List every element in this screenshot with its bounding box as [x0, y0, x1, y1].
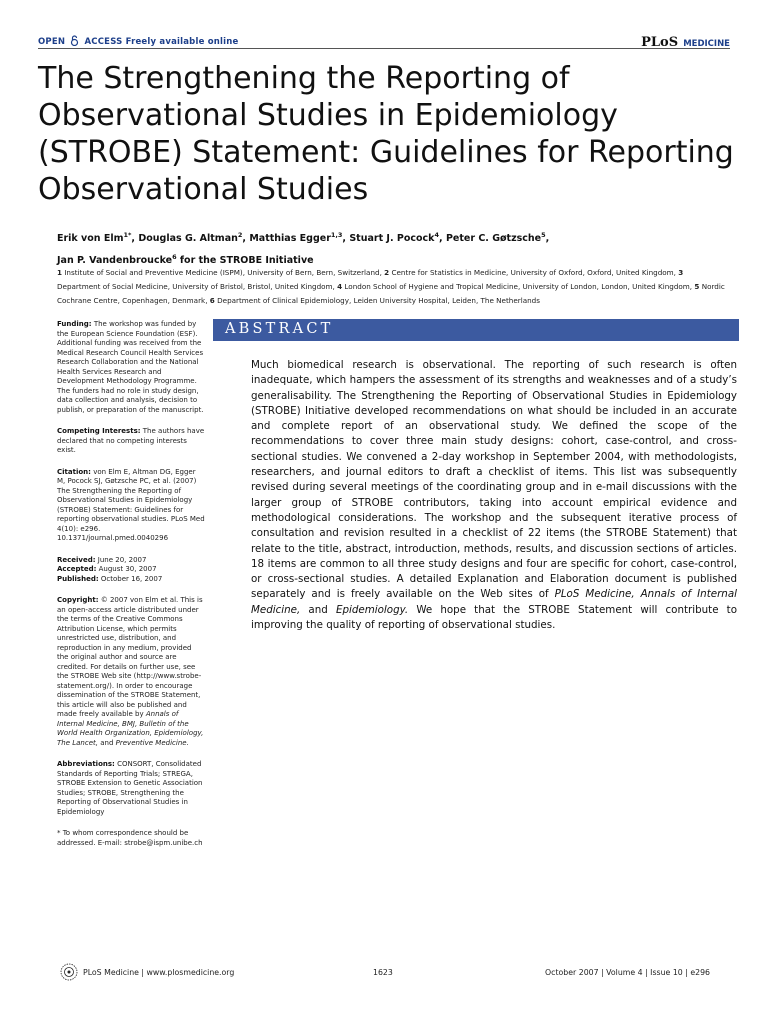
author-affil-sup: 5: [541, 231, 546, 239]
received-date: June 20, 2007: [97, 555, 147, 564]
author-name: Stuart J. Pocock: [349, 233, 435, 245]
correspondence-text: * To whom correspondence should be addressed. E-mail: strobe@ispm.unibe.ch: [57, 829, 203, 847]
journal-name: MEDICINE: [683, 39, 730, 49]
competing-interests-note: [57, 427, 205, 456]
affil-text: Department of Clinical Epidemiology, Leiden University Hospital, Leiden, The Netherlands: [217, 296, 540, 305]
published-date: October 16, 2007: [100, 574, 163, 583]
affil-number: 1: [57, 268, 63, 277]
copyright-journals: Annals of Internal Medicine, BMJ, Bulletin of the World Health Organization, Epidemiology, The Lancet,: [57, 710, 204, 747]
abstract-epidemiology: Epidemiology.: [335, 603, 409, 616]
plos-logo-icon: [60, 963, 78, 981]
affil-text: Centre for Statistics in Medicine, University of Oxford, Oxford, United Kingdom,: [391, 268, 676, 277]
author-name: Erik von Elm: [57, 233, 124, 245]
abstract-text-end: We hope that the STROBE Statement will contribute to improving the quality of reporting of observational studies.: [251, 603, 738, 632]
author-affil-sup: 1,3: [330, 231, 343, 239]
copyright-and: and: [100, 738, 114, 747]
footer-journal-site: PLoS Medicine | www.plosmedicine.org: [83, 968, 235, 977]
abstract-text: Much biomedical research is observational. The reporting of such research is often inadequate, which hampers the assessment of its strengths and weaknesses and of a study’s generalisability. The Strengthening the Reporting of Observational Studies in Epidemiology (STROBE) Initiative developed recommendations on what should be included in an accurate and complete report of an observational study. We defined the scope of the recommendations to cover three main study designs: cohort, case-control, and cross-sectional studies. We convened a 2-day workshop in September 2004, with methodologists, researchers, and journal editors to draft a checklist of items. This list was subsequently revised during several meetings of the coordinating group and in e-mail discussions with the larger group of STROBE contributors, taking into account empirical evidence and methodological considerations. The workshop and the subsequent iterative process of consultation and revision resulted in a checklist of 22 items (the STROBE Statement) that relate to the title, abstract, introduction, methods, results, and discussion sections of articles. 18 items are common to all three study designs and four are specific for cohort, case-control, or cross-sectional studies. A detailed Explanation and Elaboration document is published separately and is freely available on the Web sites of: [251, 359, 737, 601]
author-list: Erik von Elm$^{1*}$, Douglas G. Altman$^2$, Matthias Egger$^{1,3}$, Stuart J. Pocock$^4$, Peter C. Gøtzsche$^5$, Jan P. Vandenbroucke$^6$ for the STROBE Initiative: [57, 231, 550, 267]
author-name: Douglas G. Altman: [138, 233, 238, 245]
affil-number: 4: [337, 282, 343, 291]
open-access-lock-icon: [70, 35, 79, 46]
accepted-label: Accepted:: [57, 565, 97, 573]
citation-text: von Elm E, Altman DG, Egger M, Pocock SJ, Gøtzsche PC, et al. (2007) The Strengthening the Reporting of Observational Studies in Epidemiology (STROBE) Statement: Guidelines for reporting observational studies. PLoS Med 4(10): e296. 10.1371/journal.pmed.0040296: [57, 467, 205, 542]
competing-label: Competing Interests:: [57, 427, 141, 435]
affil-text: Department of Social Medicine, University of Bristol, Bristol, United Kingdom,: [57, 282, 335, 291]
citation-label: Citation:: [57, 467, 91, 476]
funding-label: Funding:: [57, 320, 92, 328]
copyright-text: © 2007 von Elm et al. This is an open-access article distributed under the terms of the Creative Commons Attribution License, which permits unrestricted use, distribution, and reproduction in any medium, provided the original author and source are credited. For details on further use, see the STROBE Web site (http://www.strobe-statement.org/). In order to encourage dissemination of the STROBE Statement, this article will also be published and made freely available by: [57, 596, 203, 718]
abbreviations-label: Abbreviations:: [57, 760, 115, 768]
page-number: 1623: [373, 968, 393, 977]
affil-number: 2: [384, 268, 390, 277]
funding-note: [57, 320, 205, 415]
dates-note: [57, 556, 205, 585]
author-name: Jan P. Vandenbroucke: [57, 255, 173, 267]
open-label: OPEN: [38, 37, 66, 47]
open-access-banner: [38, 35, 238, 47]
abstract-heading-bar: [213, 319, 739, 341]
affil-number: 6: [209, 296, 215, 305]
copyright-journal-last: Preventive Medicine.: [115, 738, 189, 747]
published-label: Published:: [57, 574, 99, 583]
abbreviations-text: CONSORT, Consolidated Standards of Reporting Trials; STREGA, STROBE Extension to Genetic Association Studies; STROBE, Strengthening the Reporting of Observational Studies in Epidemiology: [57, 760, 203, 816]
brand-name: PLoS: [641, 35, 679, 50]
author-name: Peter C. Gøtzsche: [445, 233, 542, 245]
affil-text: Nordic Cochrane Centre, Copenhagen, Denmark,: [57, 282, 725, 305]
copyright-note: [57, 596, 205, 748]
citation-note: [57, 468, 205, 544]
access-label: ACCESS Freely available online: [84, 37, 239, 47]
author-name: Matthias Egger: [249, 233, 331, 245]
footer-issue-info: October 2007 | Volume 4 | Issue 10 | e296: [545, 968, 710, 977]
abbreviations-note: [57, 760, 205, 817]
abstract-heading: ABSTRACT: [225, 321, 334, 337]
funding-text: The workshop was funded by the European Science Foundation (ESF). Additional funding was received from the Medical Research Council Health Services Research Collaboration and the National Health Services Research and Development Methodology Programme. The funders had no role in study design, data collection and analysis, decision to publish, or preparation of the manuscript.: [57, 320, 204, 414]
author-group: for the STROBE Initiative: [179, 255, 314, 267]
affil-number: 3: [678, 268, 684, 277]
affil-number: 5: [694, 282, 700, 291]
abstract-journals: PLoS Medicine, Annals of Internal Medicine,: [251, 588, 737, 616]
header-rule: [38, 48, 730, 49]
affil-text: London School of Hygiene and Tropical Medicine, University of London, London, United Kingdom,: [344, 282, 693, 291]
accepted-date: August 30, 2007: [98, 565, 157, 573]
abstract-body: [251, 358, 737, 633]
article-title: The Strengthening the Reporting of Observational Studies in Epidemiology (STROBE) Statement: Guidelines for Reporting Observational Studies: [38, 61, 734, 207]
page-footer: [38, 964, 730, 984]
author-affil-sup: 1*: [123, 231, 132, 239]
author-affil-sup: 6: [172, 253, 177, 262]
author-affil-sup: 4: [434, 231, 440, 239]
affil-text: Institute of Social and Preventive Medicine (ISPM), University of Bern, Bern, Switzerland,: [64, 268, 382, 277]
affiliations: [57, 266, 727, 308]
author-affil-sup: 2: [237, 231, 243, 239]
copyright-label: Copyright:: [57, 596, 99, 604]
article-info-sidebar: [57, 320, 205, 860]
abstract-and: and: [308, 603, 328, 616]
correspondence-note: [57, 829, 205, 848]
received-label: Received:: [57, 555, 96, 564]
competing-text: The authors have declared that no competing interests exist.: [57, 427, 205, 454]
